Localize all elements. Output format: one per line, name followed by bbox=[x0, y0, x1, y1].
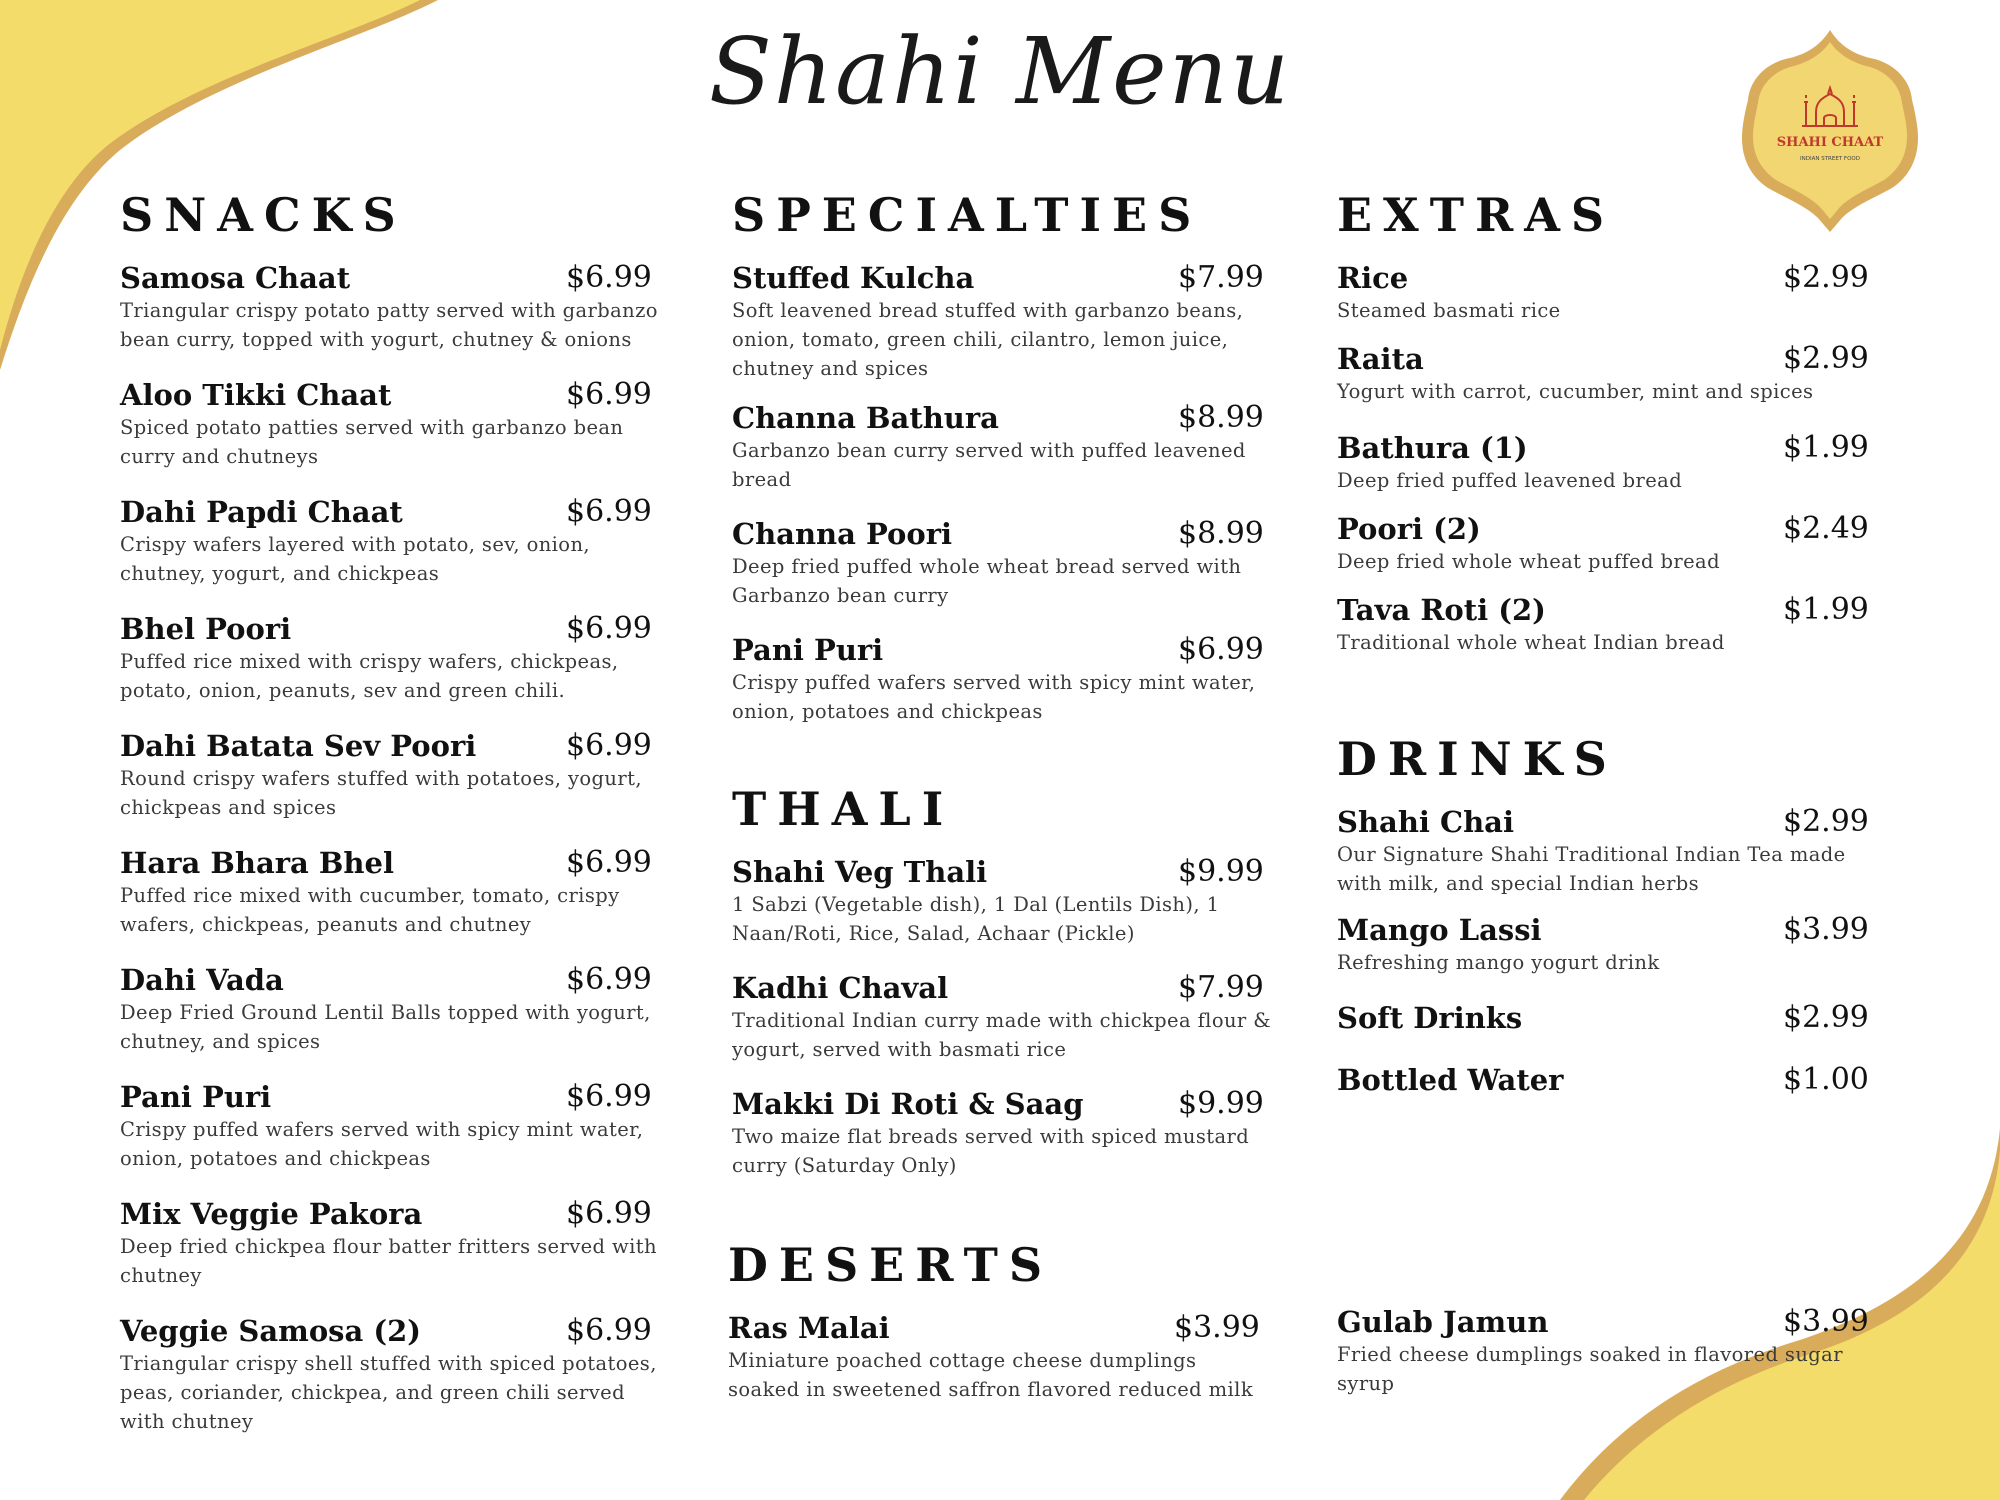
item-description: Deep fried chickpea flour batter fritters served with chutney bbox=[120, 1235, 657, 1287]
item-name: Kadhi Chaval bbox=[732, 971, 949, 1005]
menu-item bbox=[1337, 430, 1877, 511]
item-name: Bottled Water bbox=[1337, 1063, 1564, 1097]
item-description: Puffed rice mixed with crispy wafers, chickpeas, potato, onion, peanuts, sev and green chili. bbox=[120, 650, 619, 702]
item-description: Soft leavened bread stuffed with garbanzo beans, onion, tomato, green chili, cilantro, lemon juice, chutney and spices bbox=[732, 299, 1244, 380]
drinks-heading: DRINKS bbox=[1337, 732, 1618, 786]
item-description: Yogurt with carrot, cucumber, mint and spices bbox=[1337, 380, 1814, 403]
extras-section bbox=[1337, 184, 1877, 673]
item-price: $6.99 bbox=[566, 494, 652, 529]
item-description: Our Signature Shahi Traditional Indian Tea made with milk, and special Indian herbs bbox=[1337, 843, 1846, 895]
item-price: $3.99 bbox=[1174, 1310, 1260, 1345]
menu-item bbox=[120, 1079, 670, 1196]
item-price: $6.99 bbox=[1178, 632, 1264, 667]
item-price: $7.99 bbox=[1178, 970, 1264, 1005]
item-name: Gulab Jamun bbox=[1337, 1305, 1549, 1339]
item-name: Shahi Veg Thali bbox=[732, 855, 988, 889]
menu-item bbox=[120, 728, 670, 845]
item-price: $2.99 bbox=[1783, 1000, 1869, 1035]
menu-item bbox=[1337, 1304, 1877, 1394]
item-price: $2.99 bbox=[1783, 804, 1869, 839]
menu-title: Shahi Menu bbox=[708, 18, 1292, 125]
item-description: Crispy puffed wafers served with spicy mint water, onion, potatoes and chickpeas bbox=[120, 1118, 644, 1170]
item-description: 1 Sabzi (Vegetable dish), 1 Dal (Lentils Dish), 1 Naan/Roti, Rice, Salad, Achaar (Pickle) bbox=[732, 893, 1220, 945]
item-description: Triangular crispy potato patty served with garbanzo bean curry, topped with yogurt, chutney & onions bbox=[120, 299, 658, 351]
item-name: Tava Roti (2) bbox=[1337, 593, 1546, 627]
item-price: $6.99 bbox=[566, 728, 652, 763]
item-price: $6.99 bbox=[566, 377, 652, 412]
menu-item bbox=[732, 516, 1272, 632]
item-name: Channa Poori bbox=[732, 517, 953, 551]
item-name: Poori (2) bbox=[1337, 512, 1481, 546]
menu-item bbox=[732, 1086, 1272, 1202]
item-name: Channa Bathura bbox=[732, 401, 999, 435]
menu-item bbox=[732, 632, 1272, 748]
menu-item bbox=[120, 1313, 670, 1433]
item-description: Fried cheese dumplings soaked in flavored sugar syrup bbox=[1337, 1343, 1843, 1395]
menu-item bbox=[120, 1196, 670, 1313]
menu-item bbox=[1337, 1062, 1877, 1124]
item-name: Pani Puri bbox=[732, 633, 884, 667]
item-price: $2.99 bbox=[1783, 260, 1869, 295]
item-price: $9.99 bbox=[1178, 854, 1264, 889]
item-description: Steamed basmati rice bbox=[1337, 299, 1561, 322]
item-price: $6.99 bbox=[566, 962, 652, 997]
snacks-section bbox=[120, 184, 670, 1433]
logo-name: SHAHI CHAAT bbox=[1776, 135, 1884, 150]
item-price: $6.99 bbox=[566, 1079, 652, 1114]
deserts-section bbox=[728, 1234, 1268, 1426]
item-name: Bathura (1) bbox=[1337, 431, 1528, 465]
deserts-heading: DESERTS bbox=[728, 1238, 1054, 1292]
item-name: Soft Drinks bbox=[1337, 1001, 1523, 1035]
item-price: $6.99 bbox=[566, 611, 652, 646]
item-price: $1.99 bbox=[1783, 592, 1869, 627]
item-price: $6.99 bbox=[566, 1196, 652, 1231]
item-description: Traditional whole wheat Indian bread bbox=[1337, 631, 1725, 654]
menu-item bbox=[1337, 804, 1877, 912]
item-description: Two maize flat breads served with spiced mustard curry (Saturday Only) bbox=[732, 1125, 1250, 1177]
item-price: $6.99 bbox=[566, 1313, 652, 1348]
specialties-heading: SPECIALTIES bbox=[732, 188, 1203, 242]
menu-item bbox=[120, 962, 670, 1079]
item-name: Rice bbox=[1337, 261, 1409, 295]
item-price: $2.99 bbox=[1783, 341, 1869, 376]
item-description: Deep fried puffed leavened bread bbox=[1337, 469, 1683, 492]
menu-item bbox=[120, 260, 670, 377]
item-price: $6.99 bbox=[566, 845, 652, 880]
menu-item bbox=[732, 970, 1272, 1086]
menu-item bbox=[732, 400, 1272, 516]
specialties-section bbox=[732, 184, 1272, 748]
menu-item bbox=[120, 611, 670, 728]
item-name: Dahi Batata Sev Poori bbox=[120, 729, 477, 763]
item-description: Triangular crispy shell stuffed with spiced potatoes, peas, coriander, chickpea, and green chili served with chutney bbox=[120, 1352, 657, 1433]
item-description: Puffed rice mixed with cucumber, tomato, crispy wafers, chickpeas, peanuts and chutney bbox=[120, 884, 620, 936]
menu-item bbox=[120, 845, 670, 962]
item-price: $8.99 bbox=[1178, 400, 1264, 435]
menu-item bbox=[1337, 260, 1877, 341]
item-name: Raita bbox=[1337, 342, 1424, 376]
item-name: Ras Malai bbox=[728, 1311, 890, 1345]
menu-item bbox=[1337, 912, 1877, 1000]
thali-section bbox=[732, 778, 1272, 1202]
item-price: $2.49 bbox=[1783, 511, 1869, 546]
item-name: Shahi Chai bbox=[1337, 805, 1514, 839]
menu-item bbox=[1337, 341, 1877, 430]
item-name: Mango Lassi bbox=[1337, 913, 1542, 947]
item-description: Crispy puffed wafers served with spicy mint water, onion, potatoes and chickpeas bbox=[732, 671, 1256, 723]
gulab-jamun-item bbox=[1337, 1304, 1877, 1394]
item-name: Aloo Tikki Chaat bbox=[120, 378, 392, 412]
drinks-section bbox=[1337, 728, 1877, 1124]
item-description: Deep fried puffed whole wheat bread served with Garbanzo bean curry bbox=[732, 555, 1242, 607]
thali-heading: THALI bbox=[732, 782, 955, 836]
item-price: $3.99 bbox=[1783, 912, 1869, 947]
item-name: Veggie Samosa (2) bbox=[120, 1314, 422, 1348]
item-name: Pani Puri bbox=[120, 1080, 272, 1114]
item-price: $7.99 bbox=[1178, 260, 1264, 295]
menu-item bbox=[728, 1310, 1268, 1426]
menu-item bbox=[120, 377, 670, 494]
logo-tagline: INDIAN STREET FOOD bbox=[1799, 156, 1861, 162]
menu-item bbox=[1337, 592, 1877, 673]
menu-item bbox=[120, 494, 670, 611]
item-description: Garbanzo bean curry served with puffed leavened bread bbox=[732, 439, 1246, 491]
menu-item bbox=[1337, 511, 1877, 592]
item-description: Traditional Indian curry made with chickpea flour & yogurt, served with basmati rice bbox=[732, 1009, 1271, 1061]
menu-item bbox=[732, 854, 1272, 970]
item-name: Dahi Vada bbox=[120, 963, 284, 997]
item-description: Deep fried whole wheat puffed bread bbox=[1337, 550, 1720, 573]
item-description: Crispy wafers layered with potato, sev, onion, chutney, yogurt, and chickpeas bbox=[120, 533, 591, 585]
item-name: Hara Bhara Bhel bbox=[120, 846, 394, 880]
item-name: Dahi Papdi Chaat bbox=[120, 495, 403, 529]
item-price: $6.99 bbox=[566, 260, 652, 295]
item-name: Bhel Poori bbox=[120, 612, 292, 646]
item-description: Spiced potato patties served with garbanzo bean curry and chutneys bbox=[120, 416, 624, 468]
extras-heading: EXTRAS bbox=[1337, 188, 1616, 242]
item-name: Makki Di Roti & Saag bbox=[732, 1087, 1084, 1121]
item-name: Samosa Chaat bbox=[120, 261, 351, 295]
snacks-heading: SNACKS bbox=[120, 188, 407, 242]
menu-item bbox=[732, 260, 1272, 400]
item-description: Deep Fried Ground Lentil Balls topped with yogurt, chutney, and spices bbox=[120, 1001, 651, 1053]
item-price: $8.99 bbox=[1178, 516, 1264, 551]
item-name: Stuffed Kulcha bbox=[732, 261, 975, 295]
item-description: Refreshing mango yogurt drink bbox=[1337, 951, 1660, 974]
item-price: $3.99 bbox=[1783, 1304, 1869, 1339]
item-description: Round crispy wafers stuffed with potatoes, yogurt, chickpeas and spices bbox=[120, 767, 642, 819]
item-price: $1.00 bbox=[1783, 1062, 1869, 1097]
menu-item bbox=[1337, 1000, 1877, 1062]
item-price: $9.99 bbox=[1178, 1086, 1264, 1121]
item-name: Mix Veggie Pakora bbox=[120, 1197, 423, 1231]
item-price: $1.99 bbox=[1783, 430, 1869, 465]
item-description: Miniature poached cottage cheese dumplings soaked in sweetened saffron flavored reduced milk bbox=[728, 1349, 1254, 1401]
